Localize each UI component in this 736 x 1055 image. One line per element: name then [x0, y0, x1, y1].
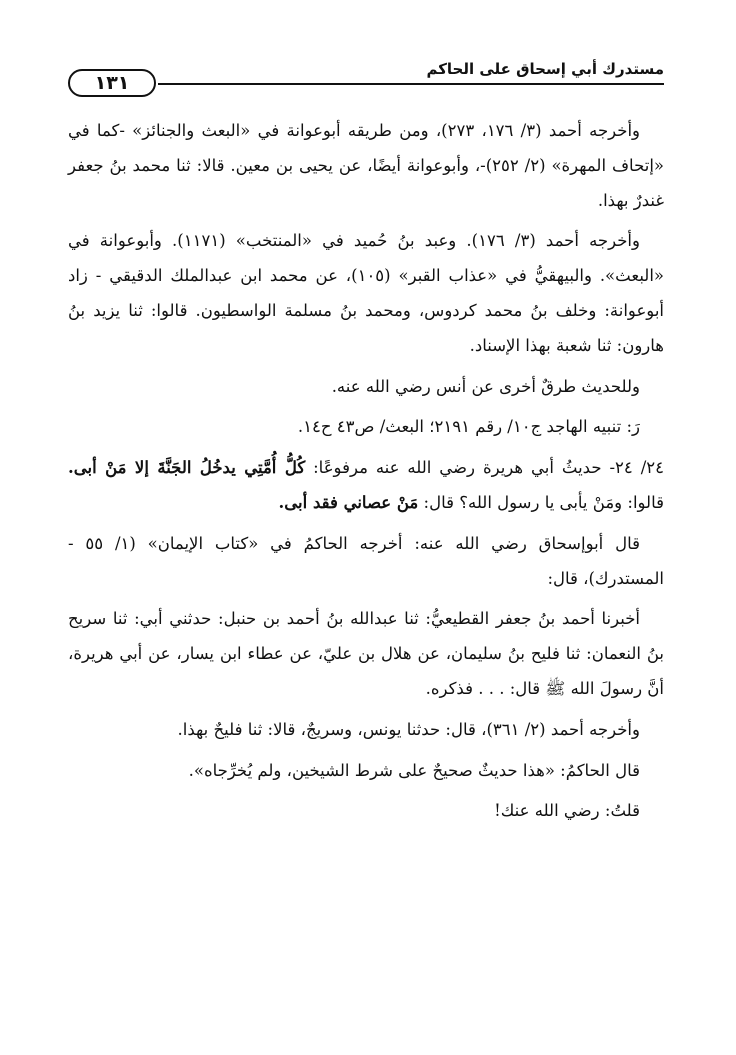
paragraph: قلتُ: رضي الله عنك!: [494, 801, 640, 821]
hadith-question: قالوا: ومَنْ يأبى يا رسول الله؟ قال:: [423, 492, 664, 512]
hadith-text: كُلُّ أُمَّتِي يدخُلُ الجَنَّةَ إلا مَنْ أبى.: [68, 458, 306, 478]
hadith-entry: [68, 451, 664, 521]
paragraph: وأخرجه أحمد (٢/ ٣٦١)، قال: حدثنا يونس، وسريجٌ، قالا: ثنا فليحٌ بهذا.: [177, 719, 640, 739]
paragraph: قال الحاكمُ: «هذا حديثٌ صحيحٌ على شرط الشيخين، ولم يُخرِّجاه».: [188, 760, 640, 780]
reference-line: رَ: تنبيه الهاجد ج١٠/ رقم ٢١٩١؛ البعث/ ص٤٣ ح١٤.: [297, 417, 640, 437]
paragraph: أخبرنا أحمد بنُ جعفر القطيعيُّ: ثنا عبدالله بنُ أحمد بن حنبل: حدثني أبي: ثنا سريح بنُ النعمان: ثنا فليح بنُ سليمان، عن هلال بن عليّ، عن عطاء ابن يسار، عن أبي هريرة، أنَّ رسولَ الله ﷺ قال: . . . فذكره.: [68, 609, 664, 698]
paragraph: قال أبوإسحاق رضي الله عنه: أخرجه الحاكمُ في «كتاب الإيمان» (١/ ٥٥ - المستدرك)، قال:: [68, 533, 664, 588]
paragraph: وأخرجه أحمد (٣/ ١٧٦). وعبد بنُ حُميد في «المنتخب» (١١٧١). وأبوعوانة في «البعث». والبيهقيُّ في «عذاب القبر» (١٠٥)، عن محمد ابن عبدالملك الدقيقي - زاد أبوعوانة: وخلف بنُ محمد كردوس، ومحمد بنُ مسلمة الواسطيون. قالوا: ثنا يزيد بنُ هارون: ثنا شعبة بهذا الإسناد.: [68, 231, 665, 355]
hadith-answer: مَنْ عصاني فقد أبى.: [278, 492, 419, 512]
hadith-number: ٢٤/ ٢٤- حديثُ أبي هريرة رضي الله عنه مرفوعًا:: [313, 458, 665, 478]
page-body: [68, 114, 664, 835]
running-title: مستدرك أبي إسحاق على الحاكم: [426, 60, 664, 78]
paragraph: وللحديث طرقٌ أخرى عن أنس رضي الله عنه.: [331, 376, 640, 396]
paragraph: وأخرجه أحمد (٣/ ١٧٦، ٢٧٣)، ومن طريقه أبوعوانة في «البعث والجنائز» -كما في «إتحاف المهرة» (٢/ ٢٥٢)-، وأبوعوانة أيضًا، عن يحيى بن معين. قالا: ثنا محمد بنُ جعفر غندرٌ بهذا.: [68, 121, 664, 210]
header-rule: [158, 83, 664, 85]
page-header: [68, 60, 664, 92]
page-number-badge: ١٣١: [68, 69, 156, 97]
